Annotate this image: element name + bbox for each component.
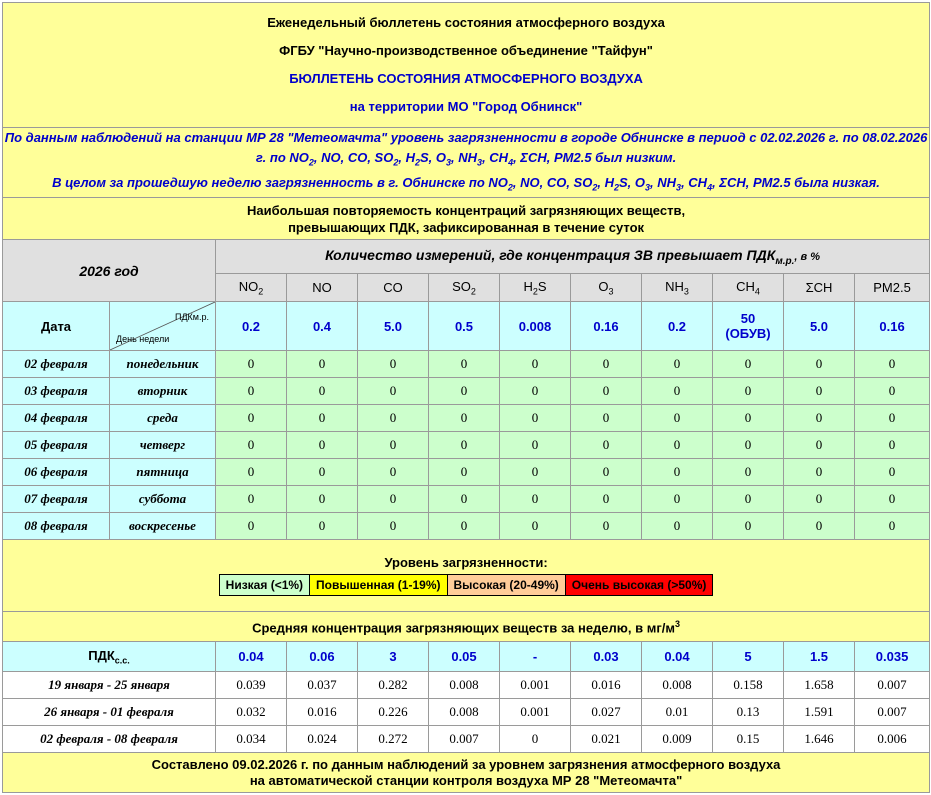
daily-value: 0 [784,432,855,459]
weekly-value: 0.001 [500,699,571,726]
daily-value: 0 [571,405,642,432]
weekly-value: 0.01 [642,699,713,726]
daily-value: 0 [216,459,287,486]
weekly-value: 0.282 [358,672,429,699]
pdk-mr-value: 0.2 [642,302,713,351]
week-period: 19 января - 25 января [3,672,216,699]
daily-value: 0 [642,432,713,459]
weekly-value: 0.016 [287,699,358,726]
table-row [3,726,930,753]
weekly-value: 0.226 [358,699,429,726]
legend-title: Уровень загрязненности: [384,555,548,571]
pdk-mr-value: 5.0 [358,302,429,351]
weekly-value: 0.007 [855,672,930,699]
table-row [3,351,930,378]
weekly-value: 0.032 [216,699,287,726]
pollutant-header: NO [287,274,358,302]
weekly-value: 0.027 [571,699,642,726]
footer-line-1: Составлено 09.02.2026 г. по данным наблюдений за уровнем загрязнения атмосферного воздуха [151,756,781,772]
table-row [3,672,930,699]
header-line-4: на территории МО "Город Обнинск" [349,99,583,114]
daily-value: 0 [500,513,571,540]
diag-top-label: ПДКм.р. [174,312,209,323]
daily-value: 0 [287,405,358,432]
weekly-value: 0.008 [429,672,500,699]
diagonal-header-cell [110,302,216,351]
section1-title-line-1: Наибольшая повторяемость концентраций загрязняющих веществ, [247,202,686,218]
header-line-1: Еженедельный бюллетень состояния атмосферного воздуха [267,15,665,30]
daily-value: 0 [713,351,784,378]
daily-value: 0 [429,405,500,432]
daily-value: 0 [855,351,930,378]
row-date: 04 февраля [3,405,110,432]
daily-value: 0 [855,486,930,513]
pdk-ss-value: 3 [358,642,429,672]
section2-title: Средняя концентрация загрязняющих веществ за неделю, в $мг/м^3$ [3,612,930,642]
header-line-2: ФГБУ "Научно-производственное объединение "Тайфун" [279,43,653,58]
table-row [3,486,930,513]
daily-rows [3,351,930,540]
daily-value: 0 [642,351,713,378]
daily-value: 0 [358,405,429,432]
intro-row [3,128,930,198]
daily-value: 0 [358,513,429,540]
daily-value: 0 [287,459,358,486]
daily-value: 0 [216,513,287,540]
weekly-value: 1.591 [784,699,855,726]
daily-value: 0 [500,378,571,405]
daily-value: 0 [713,486,784,513]
row-day: суббота [110,486,216,513]
daily-value: 0 [784,459,855,486]
daily-value: 0 [571,459,642,486]
daily-value: 0 [500,486,571,513]
pollutant-header: $SO_2$ [429,274,500,302]
weekly-value: 1.646 [784,726,855,753]
pdk-mr-row [3,302,930,351]
daily-value: 0 [287,351,358,378]
row-day: воскресенье [110,513,216,540]
table-row [3,432,930,459]
row-date: 08 февраля [3,513,110,540]
pdk-mr-value: 5.0 [784,302,855,351]
daily-value: 0 [642,459,713,486]
daily-value: 0 [571,513,642,540]
section2-title-row [3,612,930,642]
daily-value: 0 [287,432,358,459]
row-day: пятница [110,459,216,486]
pollutant-header: $CH_4$ [713,274,784,302]
pdk-ss-value: 0.03 [571,642,642,672]
daily-value: 0 [571,378,642,405]
footer-line-2: на автоматической станции контроля воздуха МР 28 "Метеомачта" [249,772,683,788]
daily-value: 0 [784,513,855,540]
daily-value: 0 [358,351,429,378]
pdk-ss-value: - [500,642,571,672]
weekly-value: 0.008 [429,699,500,726]
weekly-value: 0.15 [713,726,784,753]
daily-value: 0 [358,378,429,405]
pdk-mr-value: 0.008 [500,302,571,351]
row-date: 06 февраля [3,459,110,486]
weekly-value: 0.039 [216,672,287,699]
legend-table [219,574,714,596]
weekly-value: 0.272 [358,726,429,753]
pdk-ss-value: 0.06 [287,642,358,672]
row-day: понедельник [110,351,216,378]
pollutant-header: $NO_2$ [216,274,287,302]
daily-value: 0 [500,405,571,432]
table-row [3,378,930,405]
daily-value: 0 [429,351,500,378]
table-row [3,513,930,540]
weekly-value: 0.007 [855,699,930,726]
legend-row [3,540,930,612]
daily-value: 0 [713,459,784,486]
daily-value: 0 [784,378,855,405]
pdk-ss-value: 0.04 [216,642,287,672]
diag-bottom-label: День недели [116,334,170,345]
daily-value: 0 [429,513,500,540]
legend-item: Высокая (20-49%) [447,575,565,596]
daily-value: 0 [358,459,429,486]
daily-value: 0 [216,405,287,432]
weekly-value: 0.037 [287,672,358,699]
daily-value: 0 [429,432,500,459]
intro-paragraph-2: В целом за прошедшую неделю загрязненность в г. Обнинске по $NO_2$, NO, CO, $SO_2$, $H_2S$, $O_3$, $NH_3$, $CH_4$, ΣCH, PM2.5 была низкая. [52,174,880,193]
row-date: 02 февраля [3,351,110,378]
daily-value: 0 [855,432,930,459]
daily-value: 0 [358,432,429,459]
daily-value: 0 [429,486,500,513]
daily-value: 0 [713,432,784,459]
daily-value: 0 [784,486,855,513]
daily-value: 0 [500,459,571,486]
pdk-mr-value: 0.2 [216,302,287,351]
table-row [3,699,930,726]
week-period: 02 февраля - 08 февраля [3,726,216,753]
bulletin-table [2,2,930,793]
pdk-mr-value: 0.4 [287,302,358,351]
pdk-mr-value: 50 (ОБУВ) [713,302,784,351]
daily-value: 0 [216,432,287,459]
row-day: четверг [110,432,216,459]
pdk-ss-row [3,642,930,672]
footer-row [3,753,930,793]
date-label: Дата [3,302,110,351]
pollutant-header: PM2.5 [855,274,930,302]
daily-value: 0 [784,405,855,432]
pollutant-header: $H_2S$ [500,274,571,302]
weekly-value: 1.658 [784,672,855,699]
weekly-value: 0.024 [287,726,358,753]
row-date: 07 февраля [3,486,110,513]
legend-item: Низкая (<1%) [219,575,309,596]
pdk-mr-value: 0.5 [429,302,500,351]
weekly-value: 0.034 [216,726,287,753]
pollutant-header: CO [358,274,429,302]
daily-value: 0 [713,513,784,540]
weekly-value: 0.008 [642,672,713,699]
week-period: 26 января - 01 февраля [3,699,216,726]
pdk-ss-value: 5 [713,642,784,672]
intro-paragraph-1: По данным наблюдений на станции МР 28 "Метеомачта" уровень загрязненности в городе Обнинске в период с 02.02.2026 г. по 08.02.2026 г. по $NO_2$, NO, CO, $SO_2$, $H_2S$, $O_3$, $NH_3$, $CH_4$, ΣCH, PM2.5 был низким. [4,130,928,168]
legend-item: Повышенная (1-19%) [310,575,447,596]
pollutant-header: $NH_3$ [642,274,713,302]
pdk-ss-label: $ПДК_{с.с.}$ [3,642,216,672]
weekly-value: 0.016 [571,672,642,699]
daily-value: 0 [642,378,713,405]
weekly-value: 0.006 [855,726,930,753]
legend-item: Очень высокая (>50%) [565,575,713,596]
count-header: Количество измерений, где концентрация ЗВ превышает $ПДК_{м.р.}$, в % [216,240,930,274]
daily-value: 0 [855,378,930,405]
daily-value: 0 [855,405,930,432]
daily-value: 0 [216,378,287,405]
weekly-value: 0.001 [500,672,571,699]
daily-value: 0 [500,351,571,378]
pollutant-header: ΣCH [784,274,855,302]
weekly-value: 0.007 [429,726,500,753]
weekly-rows [3,672,930,753]
daily-value: 0 [429,378,500,405]
daily-value: 0 [784,351,855,378]
row-day: среда [110,405,216,432]
daily-value: 0 [713,378,784,405]
pollutant-header: $O_3$ [571,274,642,302]
row-day: вторник [110,378,216,405]
table-row [3,405,930,432]
daily-value: 0 [287,486,358,513]
header-line-3: БЮЛЛЕТЕНЬ СОСТОЯНИЯ АТМОСФЕРНОГО ВОЗДУХА [289,71,643,86]
daily-value: 0 [855,513,930,540]
daily-value: 0 [642,486,713,513]
daily-value: 0 [571,486,642,513]
weekly-value: 0.158 [713,672,784,699]
daily-value: 0 [287,513,358,540]
section1-title-line-2: превышающих ПДК, зафиксированная в течение суток [288,219,645,235]
daily-value: 0 [571,351,642,378]
daily-value: 0 [855,459,930,486]
table-row [3,459,930,486]
section1-title-row [3,198,930,240]
daily-value: 0 [358,486,429,513]
pdk-ss-value: 1.5 [784,642,855,672]
daily-value: 0 [642,513,713,540]
weekly-value: 0.009 [642,726,713,753]
pdk-ss-value: 0.04 [642,642,713,672]
daily-value: 0 [216,486,287,513]
daily-value: 0 [429,459,500,486]
bulletin-header [3,3,930,128]
daily-value: 0 [287,378,358,405]
row-date: 03 февраля [3,378,110,405]
pdk-mr-value: 0.16 [855,302,930,351]
weekly-value: 0.021 [571,726,642,753]
pdk-ss-value: 0.035 [855,642,930,672]
weekly-value: 0 [500,726,571,753]
count-header-row [3,240,930,274]
pdk-ss-value: 0.05 [429,642,500,672]
weekly-value: 0.13 [713,699,784,726]
daily-value: 0 [216,351,287,378]
daily-value: 0 [500,432,571,459]
row-date: 05 февраля [3,432,110,459]
daily-value: 0 [713,405,784,432]
daily-value: 0 [571,432,642,459]
daily-value: 0 [642,405,713,432]
pdk-mr-value: 0.16 [571,302,642,351]
year-label: 2026 год [3,240,216,302]
